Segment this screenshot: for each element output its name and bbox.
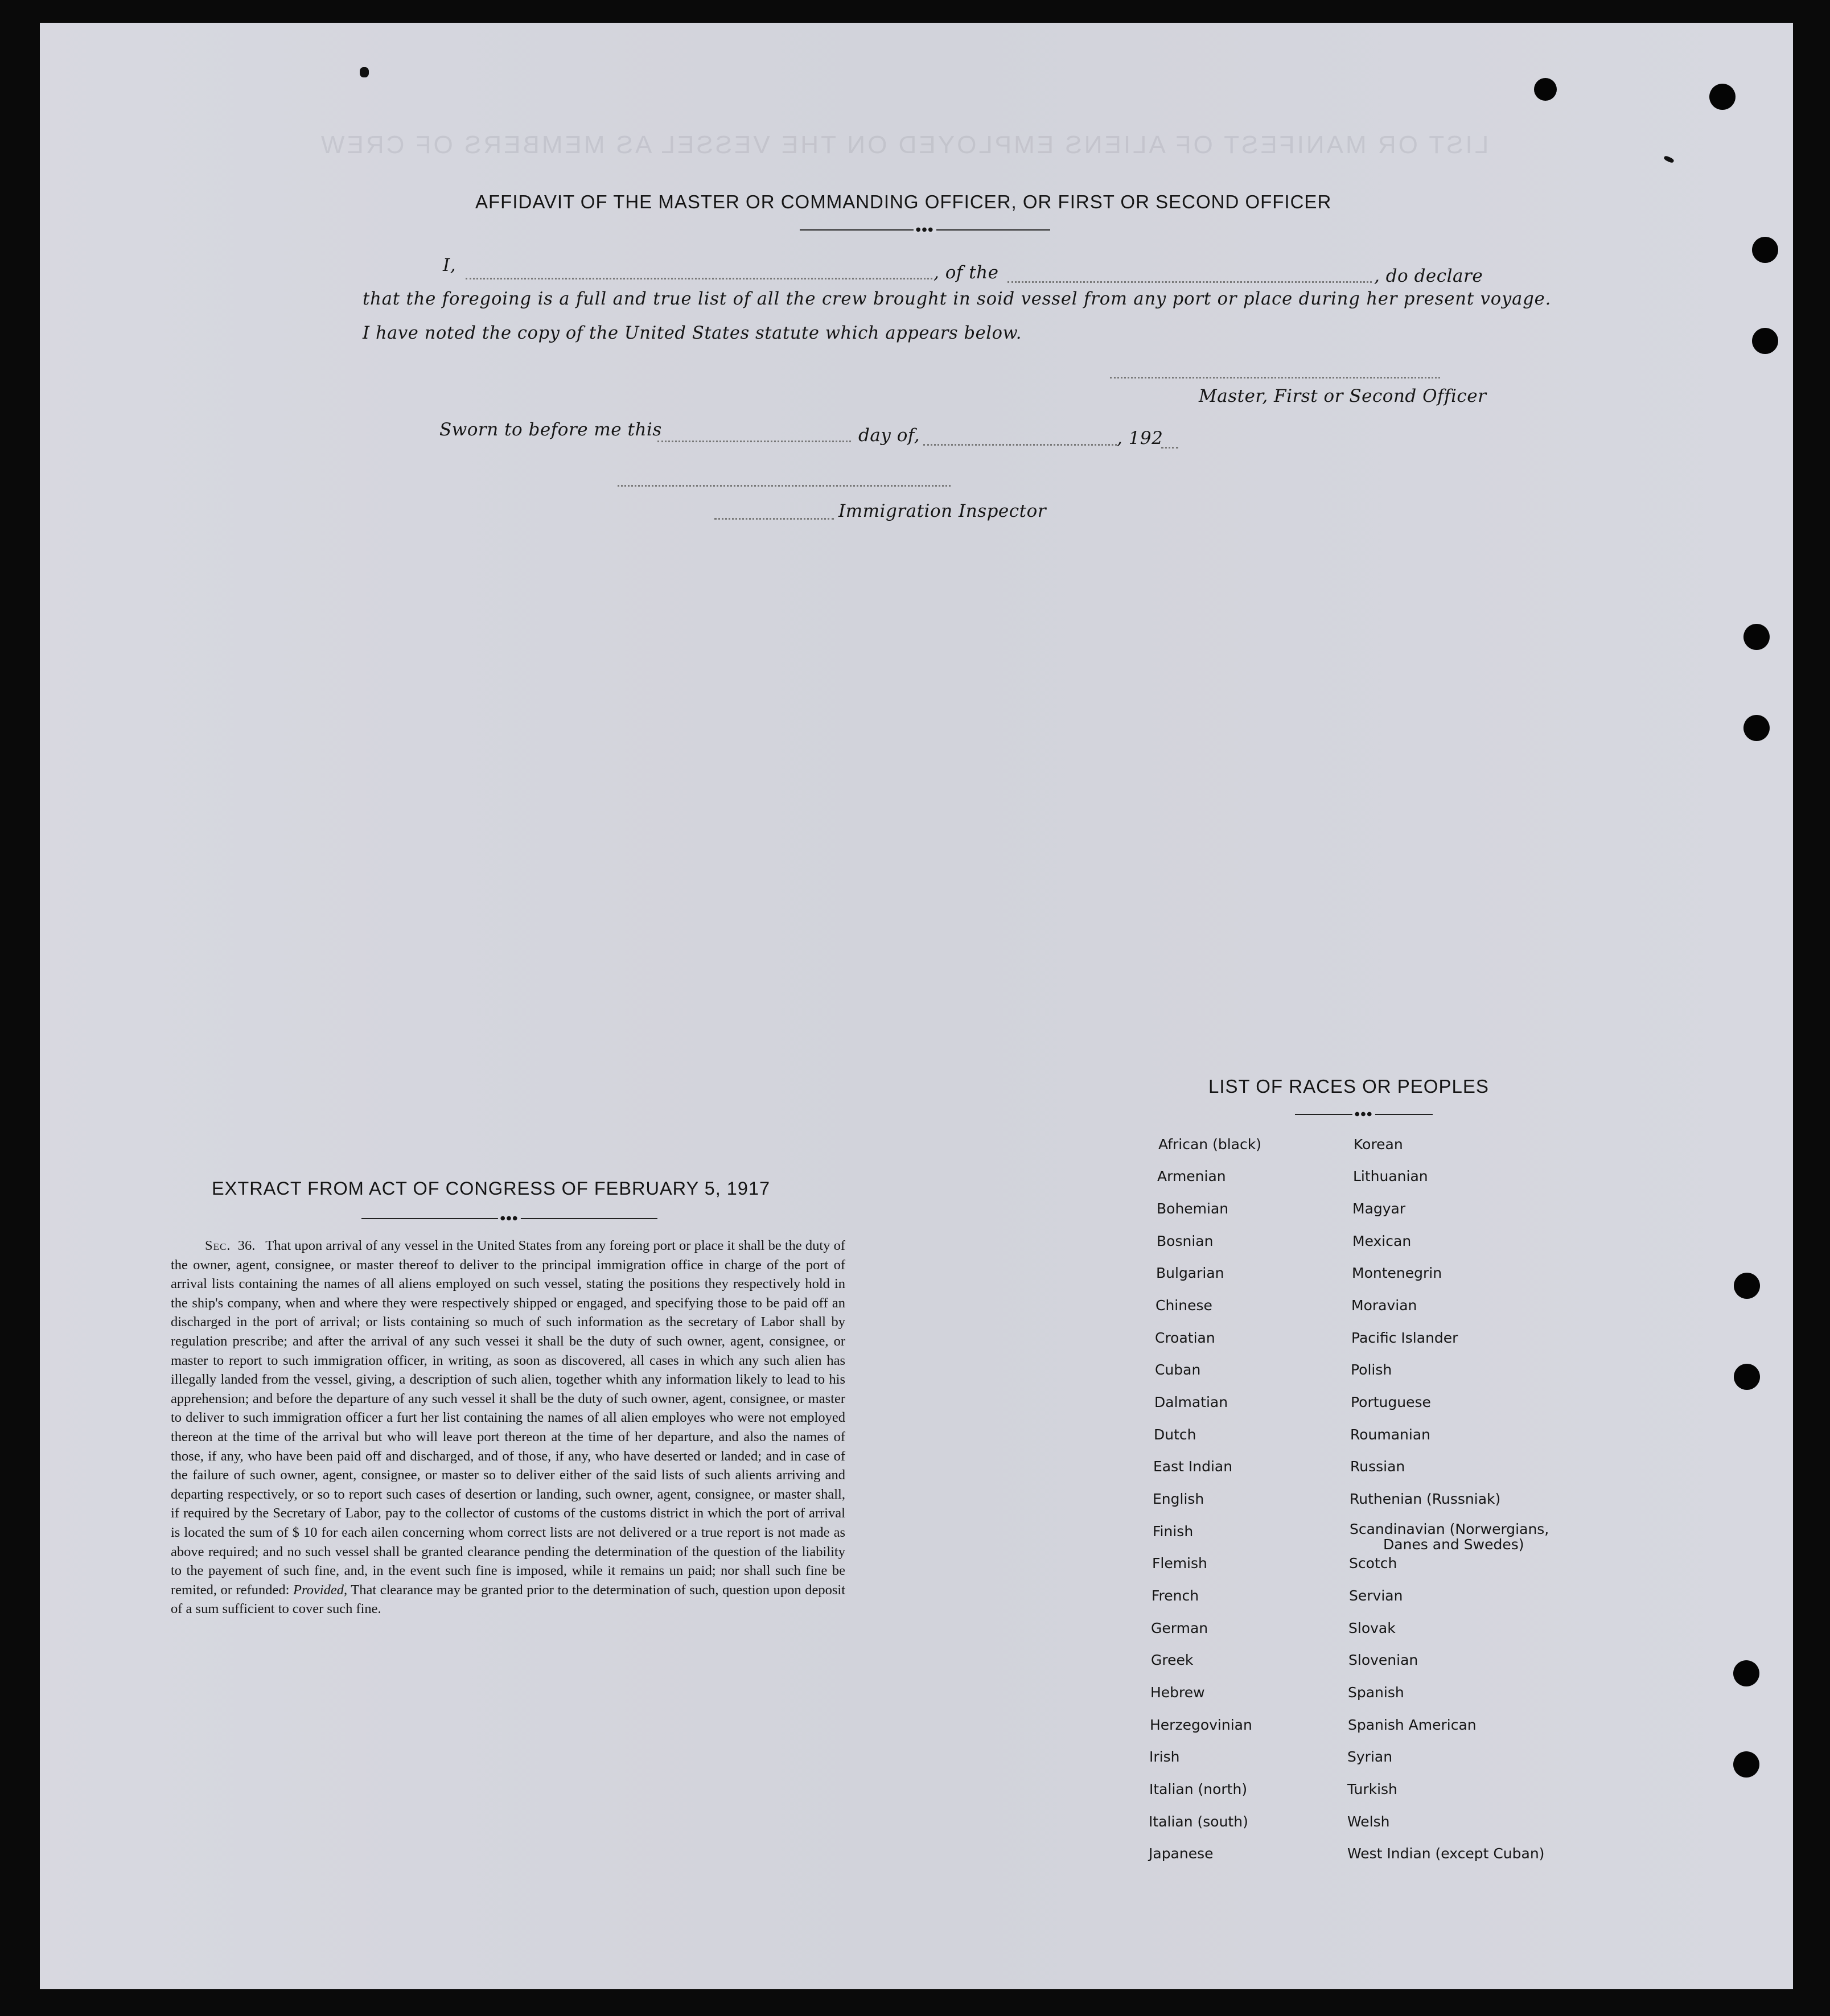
statute-body: That upon arrival of any vessel in the United States from any foreing port or place it shall be the duty of the owner, agent, consignee, or master thereof to deliver to the principal immigration office in charge of the port of arrival lists containing the names of all aliens employed on such vessel, stating the positions they respectively hold in the ship's company, when and where they were respectively shipped or engaged, and specifying those to be paid off an discharged in the port of arrival; or lists containing so much of such information as the secretary of Labor shall by regulation prescribe; and after the arrival of any such vessei it shall be the duty of such owner, agent, consignee, or master to report to such immigration officer, in writing, as soon as discovered, all cases in which any such alien has illegally landed from the vessel, giving, a description of such alien, together whith any information likely to lead to his apprehension; and before the departure of any such vessel it shall be the duty of such owner, agent, consignee, or master to deliver to such immigration officer a furt her list containing the names of all alien employes who were not employed thereon at the time of the arrival but who will leave port thereon at the time of her departure, and also the names of those, if any, who have been paid off and discharged, and of those, if any, who have deserted or landed; and in case of the failure of such owner, agent, consignee, or master so to deliver either of the said lists of such alients arriving and departing respectively, or so to report such cases of desertion or landing, such owner, agent, consignee, or master shall, if required by the Secretary of Labor, pay to the collector of customs of the customs district in which the port of arrival is located the sum of $ 10 for each ailen concerning whom correct lists are not delivered or a true report is not made as above required; and no such vessel shall be granted clearance pending the determination of the question of the liability to the payement of such fine, and, in the event such fine is imposed, while it remains un paid; nor shall such fine be remited, or refunded: xyxy=(171,1238,846,1598)
rule-ornament: ●●● xyxy=(498,1216,521,1221)
race-item: Greek xyxy=(1151,1652,1194,1668)
rule-ornament: ●●● xyxy=(1352,1112,1375,1117)
race-item: Polish xyxy=(1351,1361,1392,1378)
race-item: Servian xyxy=(1349,1587,1403,1604)
affidavit-heading-rule xyxy=(800,229,1050,231)
races-heading: LIST OF RACES OR PEOPLES xyxy=(1208,1076,1489,1097)
year-field[interactable] xyxy=(1161,447,1178,449)
race-item: Pacific Islander xyxy=(1351,1330,1458,1346)
race-item: West Indian (except Cuban) xyxy=(1347,1845,1545,1862)
affidavit-statement-line: that the foregoing is a full and true list of all the crew brought in soid vessel from any port or place during her present voyage. xyxy=(363,289,1552,309)
section-number: 36. xyxy=(237,1238,256,1253)
sworn-label: Sworn to before me this xyxy=(439,419,662,440)
race-item: Italian (south) xyxy=(1149,1813,1248,1830)
punch-hole xyxy=(1709,84,1736,110)
extract-heading: EXTRACT FROM ACT OF CONGRESS OF FEBRUARY 5, 1917 xyxy=(212,1178,771,1199)
race-item: Croatian xyxy=(1155,1330,1215,1346)
race-item: Herzegovinian xyxy=(1150,1717,1252,1733)
extract-heading-rule xyxy=(361,1215,657,1221)
race-item: English xyxy=(1153,1491,1204,1507)
punch-hole xyxy=(1733,1751,1759,1778)
race-item: Scandinavian (Norwergians, xyxy=(1350,1521,1549,1537)
race-item: Mexican xyxy=(1352,1233,1412,1249)
section-label: Sec. xyxy=(205,1238,231,1253)
punch-hole xyxy=(1734,1273,1760,1299)
punch-hole xyxy=(1534,78,1557,101)
punch-hole xyxy=(1752,328,1778,354)
affidavit-heading: AFFIDAVIT OF THE MASTER OR COMMANDING OFFICER, OR FIRST OR SECOND OFFICER xyxy=(475,191,1332,212)
inspector-signature-line[interactable] xyxy=(618,485,951,487)
vessel-name-field[interactable] xyxy=(1007,281,1372,283)
inspector-label: Immigration Inspector xyxy=(838,501,1047,521)
race-item: Hebrew xyxy=(1150,1684,1205,1701)
race-item: Bulgarian xyxy=(1156,1265,1224,1281)
race-item: Montenegrin xyxy=(1352,1265,1442,1281)
sworn-day-field[interactable] xyxy=(657,441,851,442)
race-item: East Indian xyxy=(1153,1458,1233,1475)
statute-text xyxy=(171,1236,845,1619)
race-item: German xyxy=(1151,1620,1208,1636)
sworn-month-field[interactable] xyxy=(923,444,1117,446)
master-signature-label: Master, First or Second Officer xyxy=(1199,386,1487,406)
inspector-name-field[interactable] xyxy=(714,518,834,520)
race-item: Roumanian xyxy=(1350,1426,1431,1443)
race-item: Dutch xyxy=(1154,1426,1196,1443)
race-item: Portuguese xyxy=(1351,1394,1431,1410)
master-signature-line[interactable] xyxy=(1110,377,1440,378)
statute-proviso: That clearance may be granted prior to the determination of such, question upon deposit of a sum sufficient to cover such fine. xyxy=(171,1582,846,1617)
race-item: Armenian xyxy=(1157,1168,1226,1184)
race-item: Moravian xyxy=(1351,1297,1417,1314)
race-item: Spanish xyxy=(1348,1684,1404,1701)
race-item: Bosnian xyxy=(1157,1233,1214,1249)
race-item: Chinese xyxy=(1155,1297,1212,1314)
day-of-label: day of, xyxy=(858,425,920,446)
race-item: Welsh xyxy=(1347,1813,1390,1830)
race-item: Russian xyxy=(1350,1458,1405,1475)
year-label: , 192 xyxy=(1117,428,1163,449)
affidavit-statute-line: I have noted the copy of the United States statute which appears below. xyxy=(363,323,1022,343)
punch-hole xyxy=(1743,715,1770,741)
race-item: Spanish American xyxy=(1348,1717,1477,1733)
race-item: Bohemian xyxy=(1157,1200,1229,1217)
race-item: Ruthenian (Russniak) xyxy=(1350,1491,1501,1507)
race-item: Slovenian xyxy=(1348,1652,1418,1668)
bleed-through-heading: LIST OR MANIFEST OF ALIENS EMPLOYED ON THE VESSEL AS MEMBERS OF CREW xyxy=(319,131,1489,159)
race-item: Italian (north) xyxy=(1149,1781,1248,1797)
race-item: Slovak xyxy=(1348,1620,1396,1636)
race-item: Flemish xyxy=(1152,1555,1207,1571)
race-item: Turkish xyxy=(1347,1781,1397,1797)
race-item: Syrian xyxy=(1347,1748,1393,1765)
race-item: Irish xyxy=(1149,1748,1180,1765)
race-item: Korean xyxy=(1354,1136,1403,1153)
race-item: French xyxy=(1152,1587,1199,1604)
race-item: Lithuanian xyxy=(1353,1168,1428,1184)
race-item: Magyar xyxy=(1352,1200,1406,1217)
race-item: African (black) xyxy=(1158,1136,1261,1153)
punch-hole xyxy=(1752,237,1778,263)
punch-hole xyxy=(1734,1364,1760,1390)
race-item: Japanese xyxy=(1149,1845,1214,1862)
affiant-i-label: I, xyxy=(443,255,457,275)
affiant-name-field[interactable] xyxy=(466,278,932,279)
of-the-label: , of the xyxy=(933,262,999,283)
race-item: Dalmatian xyxy=(1154,1394,1228,1410)
punch-hole xyxy=(1743,624,1770,650)
do-declare-label: , do declare xyxy=(1374,266,1483,286)
document-page xyxy=(40,23,1793,1989)
race-item: Cuban xyxy=(1155,1361,1201,1378)
race-item: Finish xyxy=(1153,1523,1194,1540)
races-heading-rule xyxy=(1295,1111,1433,1117)
rule-ornament: ●●● xyxy=(914,227,936,233)
statute-provided: Provided, xyxy=(293,1582,348,1598)
punch-hole xyxy=(1733,1660,1759,1686)
race-item: Danes and Swedes) xyxy=(1383,1536,1524,1553)
ink-speck xyxy=(360,67,369,77)
race-item: Scotch xyxy=(1349,1555,1397,1571)
